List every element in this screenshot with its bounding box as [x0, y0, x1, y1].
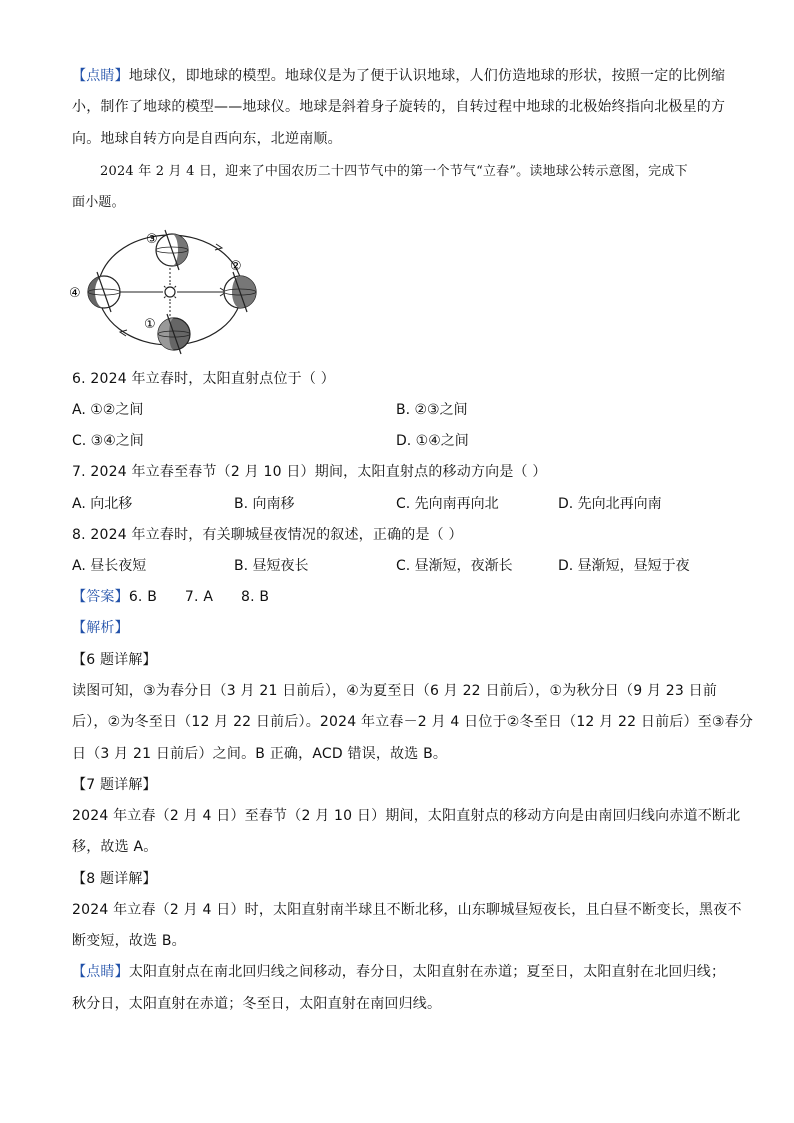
intro-line: 2024 年 2 月 4 日，迎来了中国农历二十四节气中的第一个节气“立春”。读地球公转示意图，完成下 — [100, 164, 688, 179]
question-7-stem: 7. 2024 年立春至春节（2 月 10 日）期间，太阳直射点的移动方向是（ ） — [72, 464, 547, 480]
q8-option-c: C. 昼渐短，夜渐长 — [396, 558, 513, 574]
q7-option-d: D. 先向北再向南 — [558, 496, 662, 512]
question-8-stem: 8. 2024 年立春时，有关聊城昼夜情况的叙述，正确的是（ ） — [72, 527, 463, 543]
q7-option-b: B. 向南移 — [234, 496, 295, 512]
intro-line: 面小题。 — [72, 195, 125, 210]
detail-6-line: 日（3 月 21 日前后）之间。B 正确，ACD 错误，故选 B。 — [72, 746, 448, 762]
q7-option-a: A. 向北移 — [72, 496, 133, 512]
q7-option-c: C. 先向南再向北 — [396, 496, 499, 512]
earth-position-4 — [88, 272, 120, 312]
detail-6-heading: 【6 题详解】 — [72, 652, 157, 668]
label-2: ② — [230, 259, 242, 274]
q6-option-c: C. ③④之间 — [72, 433, 144, 449]
detail-7-line: 移，故选 A。 — [72, 839, 158, 855]
label-4: ④ — [69, 286, 81, 301]
q6-option-a: A. ①②之间 — [72, 402, 144, 418]
earth-orbit-diagram — [66, 224, 266, 356]
text-line: 太阳直射点在南北回归线之间移动，春分日，太阳直射在赤道；夏至日，太阳直射在北回归线； — [128, 964, 726, 980]
dianjing-2-line — [72, 962, 725, 982]
detail-7-heading: 【7 题详解】 — [72, 777, 157, 793]
question-6-stem: 6. 2024 年立春时，太阳直射点位于（ ） — [72, 371, 335, 387]
label-1: ① — [144, 317, 156, 332]
detail-8-heading: 【8 题详解】 — [72, 871, 157, 887]
detail-6-line: 后），②为冬至日（12 月 22 日前后）。2024 年立春－2 月 4 日位于②冬至日（12 月 22 日前后）至③春分 — [72, 714, 754, 730]
text-line: 小，制作了地球的模型——地球仪。地球是斜着身子旋转的，自转过程中地球的北极始终指向北极星的方 — [72, 99, 726, 115]
q6-option-d: D. ①④之间 — [396, 433, 469, 449]
earth-position-1 — [158, 314, 190, 354]
dianjing-paragraph-line-1 — [72, 66, 725, 86]
q6-option-b: B. ②③之间 — [396, 402, 468, 418]
label-3: ③ — [146, 232, 158, 247]
dianjing-tag: 【点睛】 — [72, 68, 129, 84]
q8-option-d: D. 昼渐短，昼短于夜 — [558, 558, 690, 574]
dianjing-tag: 【点睛】 — [72, 964, 129, 980]
q8-option-b: B. 昼短夜长 — [234, 558, 309, 574]
detail-6-line: 读图可知，③为春分日（3 月 21 日前后），④为夏至日（6 月 22 日前后），①为秋分日（9 月 23 日前 — [72, 683, 718, 699]
detail-7-line: 2024 年立春（2 月 4 日）至春节（2 月 10 日）期间，太阳直射点的移动方向是由南回归线向赤道不断北 — [72, 808, 741, 824]
earth-position-2 — [224, 272, 256, 312]
detail-8-line: 2024 年立春（2 月 4 日）时，太阳直射南半球且不断北移，山东聊城昼短夜长，且白昼不断变长，黑夜不 — [72, 902, 742, 918]
dianjing-2-line: 秋分日，太阳直射在赤道；冬至日，太阳直射在南回归线。 — [72, 996, 442, 1012]
answer-tag: 【答案】 — [72, 589, 129, 605]
q8-option-a: A. 昼长夜短 — [72, 558, 147, 574]
sun-icon — [165, 287, 175, 297]
answer-line — [72, 587, 269, 607]
text-line: 向。地球自转方向是自西向东，北逆南顺。 — [72, 131, 342, 147]
text-line: 地球仪，即地球的模型。地球仪是为了便于认识地球，人们仿造地球的形状，按照一定的比例缩 — [128, 68, 726, 84]
jiexi-tag: 【解析】 — [72, 620, 129, 636]
answer-text: 6. B 7. A 8. B — [128, 589, 270, 605]
detail-8-line: 断变短，故选 B。 — [72, 933, 186, 949]
